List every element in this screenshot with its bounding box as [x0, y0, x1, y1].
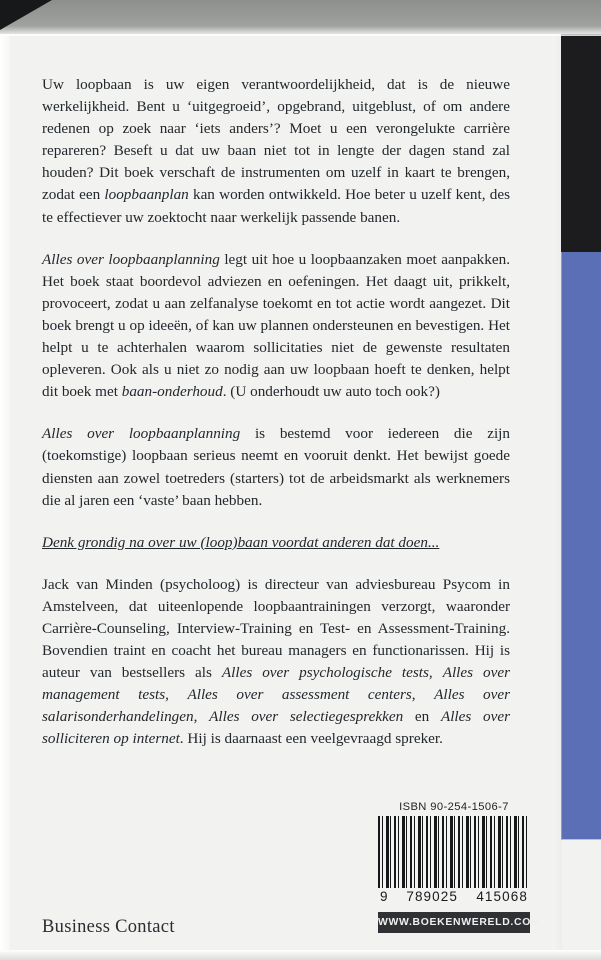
author-book-title-2: Alles over management tests: [42, 664, 511, 704]
author-book-title-3: Alles over assessment centers: [187, 686, 412, 704]
author-sep-2: ,: [165, 686, 188, 704]
author-sep-3: ,: [411, 686, 435, 704]
blurb-p1-text-b: kan worden ontwikkeld. Hoe beter u uzelf kent, des te effectiever uw zoektocht naar werkelijk passende banen.: [42, 186, 510, 226]
spine-band-blue: [561, 252, 601, 840]
back-cover-blurb: [42, 74, 510, 751]
ean-group-left: 789025: [406, 889, 458, 904]
ean-group-right: 415068: [476, 889, 528, 904]
blurb-tagline: Denk grondig na over uw (loop)baan voordat anderen dat doen...: [42, 533, 440, 551]
blurb-p1-italic-loopbaanplan: loopbaanplan: [104, 186, 189, 204]
author-bio-text-a: Jack van Minden (psycholoog) is directeur van adviesbureau Psycom in Amstelveen, dat uiteenlopende loopbaantrainingen verzorgt, waaronder Carrière-Counseling, Interview-Training en Test- en Assessment-Training. Bovendien traint en coacht het bureau managers en functionarissen. Hij is auteur van bestsellers als: [42, 575, 510, 682]
scan-top-bevel: [0, 26, 601, 36]
author-bio-text-b: . Hij is daarnaast een veelgevraagd spreker.: [179, 730, 443, 748]
author-bio-paragraph: [42, 574, 510, 751]
blurb-paragraph-1: [42, 74, 510, 229]
blurb-p2-italic-title: Alles over loopbaanplanning: [42, 250, 220, 268]
barcode-bars-icon: [378, 816, 530, 888]
blurb-p2-text-b: . (U onderhoudt uw auto toch ook?): [222, 383, 440, 401]
blurb-paragraph-3: [42, 423, 510, 511]
blurb-p3-text-a: is bestemd voor iedereen die zijn (toekomstige) loopbaan serieus neemt en vooruit denkt. Het bewijst goede diensten aan zowel toetreders (starters) tot de arbeidsmarkt als werknemers die al jaren een ‘vaste’ baan hebben.: [42, 425, 510, 509]
page-left-edge: [0, 30, 10, 952]
blurb-p3-italic-title: Alles over loopbaanplanning: [42, 425, 241, 443]
blurb-paragraph-2: [42, 249, 510, 404]
website-bar: WWW.BOEKENWERELD.COM: [378, 912, 530, 933]
author-book-title-5: Alles over selectiegesprekken: [209, 708, 404, 726]
author-book-title-4: Alles over salarisonderhandelingen: [42, 686, 510, 726]
author-book-title-6: Alles over solliciteren op internet: [42, 708, 511, 748]
author-sep-1: ,: [428, 664, 443, 682]
blurb-p2-italic-baan-onderhoud: baan-onderhoud: [121, 383, 223, 401]
author-book-title-1: Alles over psychologische tests: [221, 664, 429, 682]
isbn-label: ISBN 90-254-1506-7: [399, 801, 509, 813]
blurb-p1-text-a: Uw loopbaan is uw eigen verantwoordelijkheid, dat is de nieuwe werkelijkheid. Bent u ‘uitgegroeid’, opgebrand, uitgeblust, of om andere redenen op zoek naar ‘iets anders’? Moet u een verongelukte carrière repareren? Beseft u dat uw baan niet tot in lengte der dagen stand zal houden? Dit boek verschaft de instrumenten om uzelf in kaart te brengen, zodat een: [42, 76, 510, 204]
ean-digits-row: [378, 889, 530, 904]
blurb-p2-text-a: legt uit hoe u loopbaanzaken moet aanpakken. Het boek staat boordevol adviezen en oefeningen. Het daagt uit, prikkelt, provoceert, zodat u aan zelfanalyse toekomt en tot actie wordt aangezet. Dit boek brengt u op ideeën, of kan uw plannen ondersteunen en bevestigen. Het helpt u te achterhalen waarom sollicitaties niet de gewenste resultaten opleveren. Ook als u niet zo nodig aan uw loopbaan hoeft te denken, helpt dit boek met: [42, 250, 510, 401]
ean-digit-first: 9: [380, 889, 389, 904]
barcode-block: [378, 801, 541, 933]
author-sep-4: ,: [193, 708, 210, 726]
author-sep-5: en: [403, 708, 441, 726]
publisher-name: Business Contact: [42, 917, 175, 937]
scan-bottom-edge: [0, 950, 601, 960]
spine-band-black: [561, 30, 601, 252]
